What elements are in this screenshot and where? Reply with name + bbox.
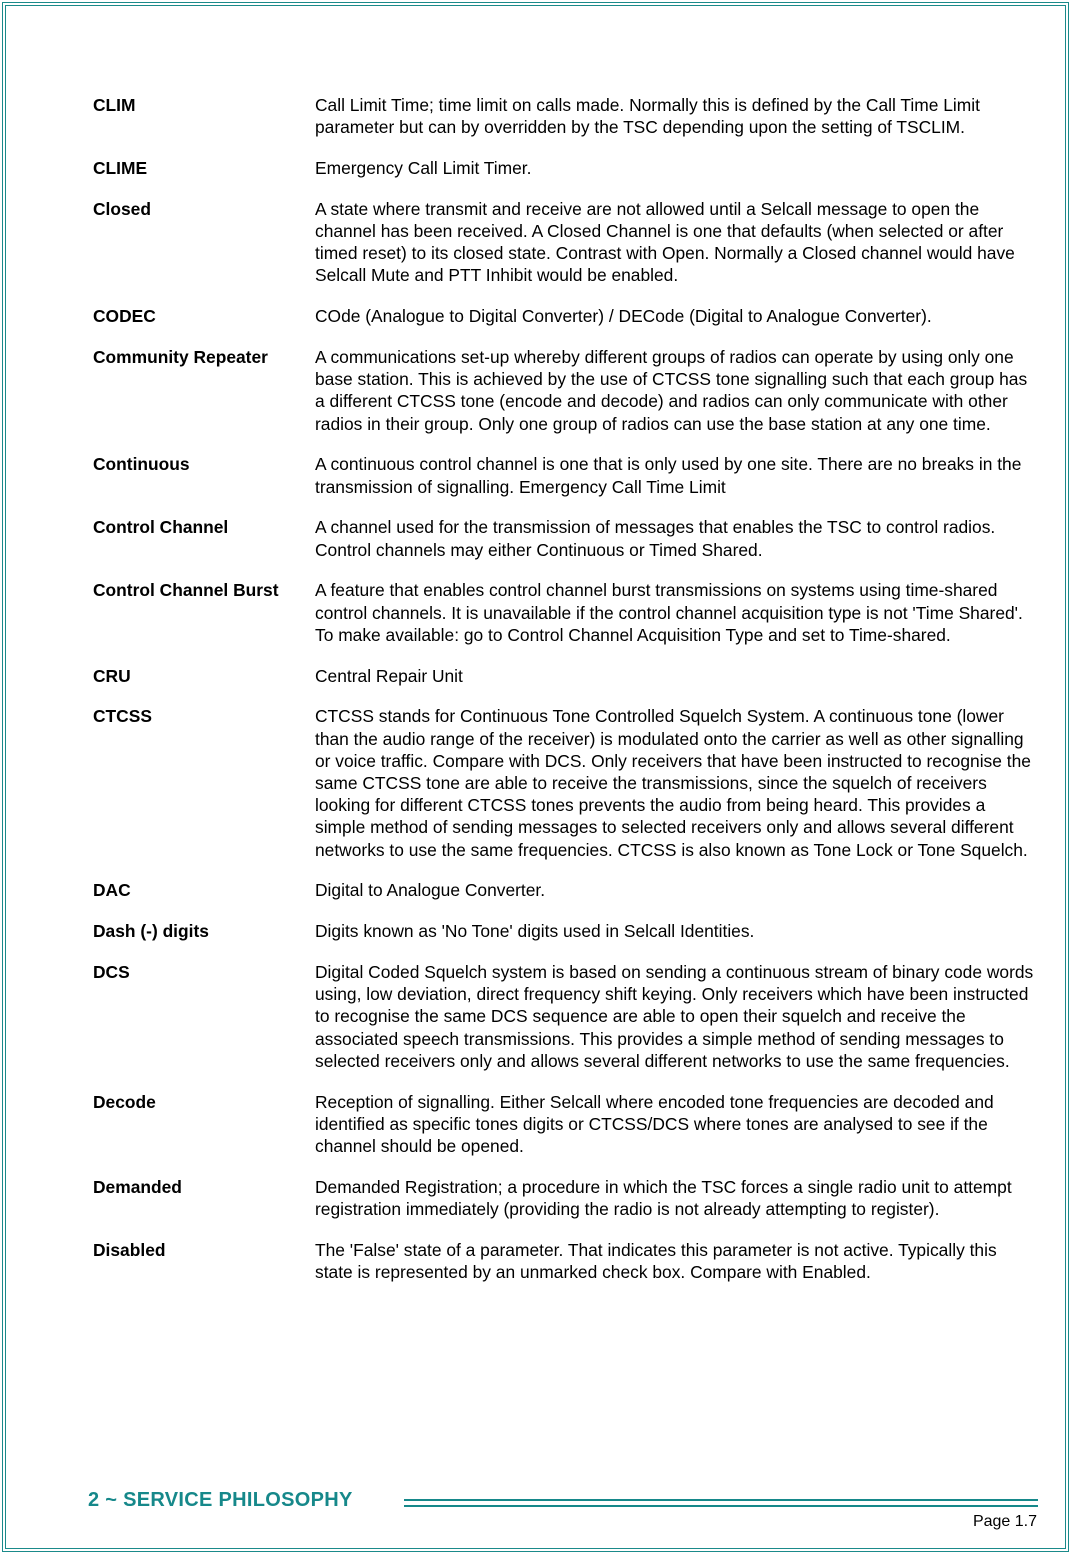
glossary-term: CTCSS bbox=[93, 706, 152, 727]
glossary-entry bbox=[93, 1091, 1038, 1158]
glossary-term: Control Channel bbox=[93, 517, 229, 538]
glossary-term: Demanded bbox=[93, 1176, 182, 1197]
glossary-entry bbox=[93, 198, 1038, 287]
glossary-definition: Digital to Analogue Converter. bbox=[315, 880, 546, 901]
glossary-term: Control Channel Burst bbox=[93, 580, 279, 601]
glossary-entry bbox=[93, 961, 1038, 1072]
glossary-entry bbox=[93, 1239, 1038, 1283]
glossary-definition: A state where transmit and receive are not allowed until a Selcall message to open the channel has been received. A Closed Channel is one that defaults (when selected or after timed reset) to its closed state. Contrast with Open. Normally a Closed channel would have Selcall Mute and PTT Inhibit would be enabled. bbox=[315, 198, 1015, 286]
glossary-entry bbox=[93, 157, 1038, 179]
glossary-entry bbox=[93, 705, 1038, 860]
glossary-entry bbox=[93, 453, 1038, 497]
glossary-term: CLIM bbox=[93, 95, 136, 115]
glossary-definition: CTCSS stands for Continuous Tone Controlled Squelch System. A continuous tone (lower than the audio range of the receiver) is modulated onto the carrier as well as other signalling or voice traffic. Compare with DCS. Only receivers that have been instructed to recognise the same CTCSS tone are able to receive the transmissions, since the squelch of receivers looking for different CTCSS tones prevents the audio from being heard. This provides a simple method of sending messages to selected receivers only and allows several different networks to use the same frequencies. CTCSS is also known as Tone Lock or Tone Squelch. bbox=[315, 706, 1031, 860]
glossary-definition: Digital Coded Squelch system is based on sending a continuous stream of binary code words using, low deviation, direct frequency shift keying. Only receivers which have been instructed to recognise the same DCS sequence are able to open their squelch and receive the associated speech transmissions. This provides a simple method of sending messages to selected receivers only and allows several different networks to use the same frequencies. bbox=[315, 962, 1034, 1071]
section-title: 2 ~ SERVICE PHILOSOPHY bbox=[88, 1489, 353, 1511]
glossary-definition: Digits known as 'No Tone' digits used in Selcall Identities. bbox=[315, 921, 755, 942]
glossary-term: CODEC bbox=[93, 306, 156, 327]
glossary-definition: Demanded Registration; a procedure in which the TSC forces a single radio unit to attempt registration immediately (providing the radio is not already attempting to register). bbox=[315, 1176, 1012, 1220]
glossary-term: Decode bbox=[93, 1091, 156, 1112]
glossary-entry bbox=[93, 879, 1038, 901]
glossary-entry bbox=[93, 665, 1038, 687]
glossary-definition: The 'False' state of a parameter. That indicates this parameter is not active. Typically this state is represented by an unmarked check box. Compare with Enabled. bbox=[315, 1239, 997, 1283]
glossary-term: Disabled bbox=[93, 1239, 166, 1260]
glossary-entry bbox=[93, 920, 1038, 942]
glossary-term: Community Repeater bbox=[93, 347, 268, 367]
glossary-term: CLIME bbox=[93, 158, 148, 178]
glossary-entry bbox=[93, 1176, 1038, 1220]
glossary-definition: Emergency Call Limit Timer. bbox=[315, 158, 532, 178]
glossary-term: Dash (-) digits bbox=[93, 921, 209, 942]
page-number: Page 1.7 bbox=[972, 1513, 1037, 1530]
glossary-term: DAC bbox=[93, 880, 131, 901]
glossary-entry bbox=[93, 346, 1038, 435]
glossary-definition: A feature that enables control channel burst transmissions on systems using time-shared control channels. It is unavailable if the control channel acquisition type is not 'Time Shared'. To make available: go to Control Channel Acquisition Type and set to Time-shared. bbox=[315, 580, 1023, 645]
glossary-definition: A communications set-up whereby different groups of radios can operate by using only one base station. This is achieved by the use of CTCSS tone signalling such that each group has a different CTCSS tone (encode and decode) and radios can only communicate with other radios in their group. Only one group of radios can use the base station at any one time. bbox=[315, 347, 1028, 434]
glossary-definition: A channel used for the transmission of messages that enables the TSC to control radios. Control channels may either Continuous or Timed Shared. bbox=[315, 517, 996, 560]
glossary-term: Continuous bbox=[93, 454, 190, 475]
glossary-list bbox=[93, 94, 1038, 1302]
glossary-definition: Reception of signalling. Either Selcall where encoded tone frequencies are decoded and identified as specific tones digits or CTCSS/DCS where tones are analysed to see if the channel should be opened. bbox=[315, 1091, 994, 1157]
glossary-term: DCS bbox=[93, 962, 130, 983]
glossary-term: CRU bbox=[93, 665, 131, 686]
footer-double-rule bbox=[404, 1499, 1038, 1507]
glossary-definition: COde (Analogue to Digital Converter) / DECode (Digital to Analogue Converter). bbox=[315, 306, 932, 327]
glossary-entry bbox=[93, 579, 1038, 646]
glossary-term: Closed bbox=[93, 198, 151, 219]
glossary-definition: Central Repair Unit bbox=[315, 665, 463, 686]
glossary-entry bbox=[93, 94, 1038, 138]
glossary-definition: A continuous control channel is one that is only used by one site. There are no breaks in the transmission of signalling. Emergency Call Time Limit bbox=[315, 454, 1022, 497]
glossary-entry bbox=[93, 305, 1038, 327]
glossary-definition: Call Limit Time; time limit on calls made. Normally this is defined by the Call Time Limit parameter but can by overridden by the TSC depending upon the setting of TSCLIM. bbox=[315, 95, 980, 138]
glossary-entry bbox=[93, 516, 1038, 560]
